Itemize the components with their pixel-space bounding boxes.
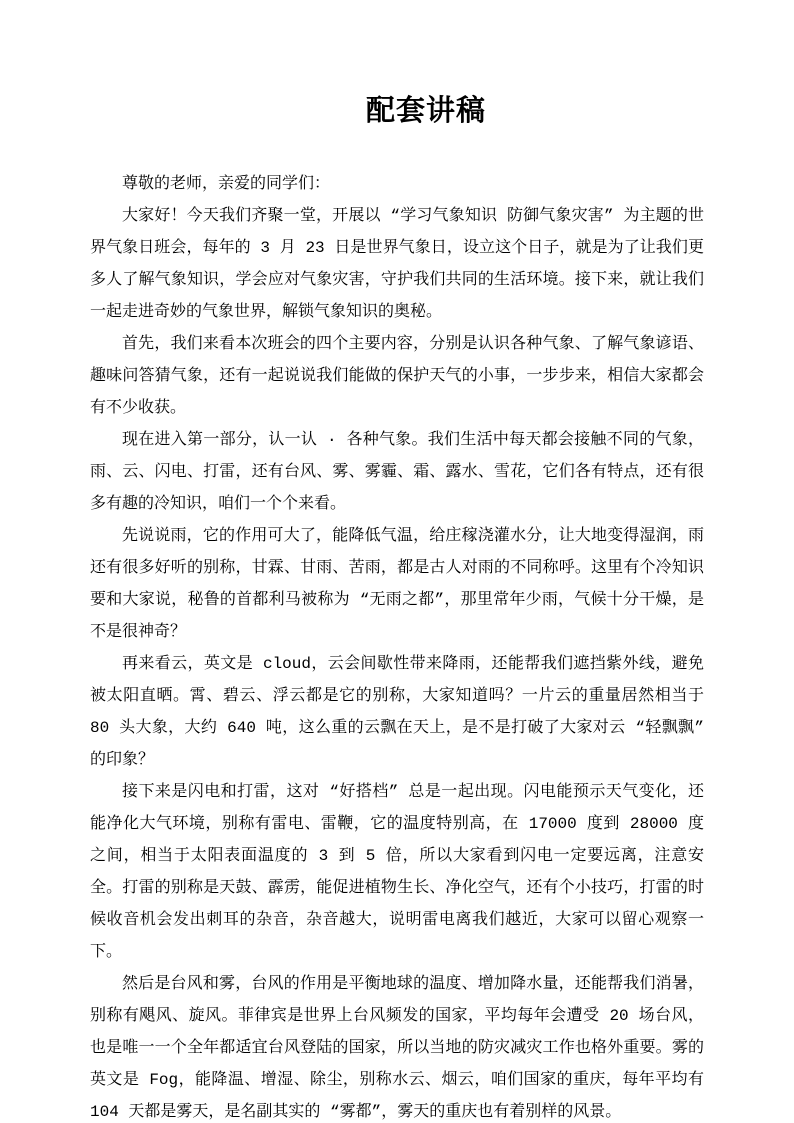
document-title: 配套讲稿 xyxy=(365,96,486,129)
paragraph-salutation: 尊敬的老师，亲爱的同学们： xyxy=(122,175,331,193)
paragraph-part-one: 现在进入第一部分，认一认 · 各种气象。我们生活中每天都会接触不同的气象，雨、云、闪电、打雷，还有台风、雾、雾霾、霜、露水、雪花，它们各有特点，还有很多有趣的冷知识，咱们一个个来看。 xyxy=(90,431,704,513)
document-body xyxy=(90,168,704,1123)
paragraph-intro: 大家好！今天我们齐聚一堂，开展以 “学习气象知识 防御气象灾害” 为主题的世界气象日班会，每年的 3 月 23 日是世界气象日，设立这个日子，就是为了让我们更多人了解气象知识，学会应对气象灾害，守护我们共同的生活环境。接下来，就让我们一起走进奇妙的气象世界，解锁气象知识的奥秘。 xyxy=(90,207,704,321)
paragraph-typhoon-fog: 然后是台风和雾，台风的作用是平衡地球的温度、增加降水量，还能帮我们消暑，别称有飓风、旋风。菲律宾是世界上台风频发的国家，平均每年会遭受 20 场台风，也是唯一一个全年都适宜台风登陆的国家，所以当地的防灾减灾工作也格外重要。雾的英文是 Fog，能降温、增湿、除尘，别称水云、烟云，咱们国家的重庆，每年平均有 104 天都是雾天，是名副其实的 “雾都”，雾天的重庆也有着别样的风景。 xyxy=(90,975,704,1121)
paragraph-cloud: 再来看云，英文是 cloud，云会间歇性带来降雨，还能帮我们遮挡紫外线，避免被太阳直晒。霄、碧云、浮云都是它的别称，大家知道吗？一片云的重量居然相当于 80 头大象，大约 640 吨，这么重的云飘在天上，是不是打破了大家对云 “轻飘飘” 的印象？ xyxy=(90,655,704,769)
paragraph-lightning-thunder: 接下来是闪电和打雷，这对 “好搭档” 总是一起出现。闪电能预示天气变化，还能净化大气环境，别称有雷电、雷鞭，它的温度特别高，在 17000 度到 28000 度之间，相当于太阳表面温度的 3 到 5 倍，所以大家看到闪电一定要远离，注意安全。打雷的别称是天鼓、霹雳，能促进植物生长、净化空气，还有个小技巧，打雷的时候收音机会发出刺耳的杂音，杂音越大，说明雷电离我们越近，大家可以留心观察一下。 xyxy=(90,783,704,961)
paragraph-rain: 先说说雨，它的作用可大了，能降低气温，给庄稼浇灌水分，让大地变得湿润，雨还有很多好听的别称，甘霖、甘雨、苦雨，都是古人对雨的不同称呼。这里有个冷知识要和大家说，秘鲁的首都利马被称为 “无雨之都”，那里常年少雨，气候十分干燥，是不是很神奇？ xyxy=(90,527,704,641)
paragraph-agenda: 首先，我们来看本次班会的四个主要内容，分别是认识各种气象、了解气象谚语、趣味问答猜气象，还有一起说说我们能做的保护天气的小事，一步步来，相信大家都会有不少收获。 xyxy=(90,335,704,417)
